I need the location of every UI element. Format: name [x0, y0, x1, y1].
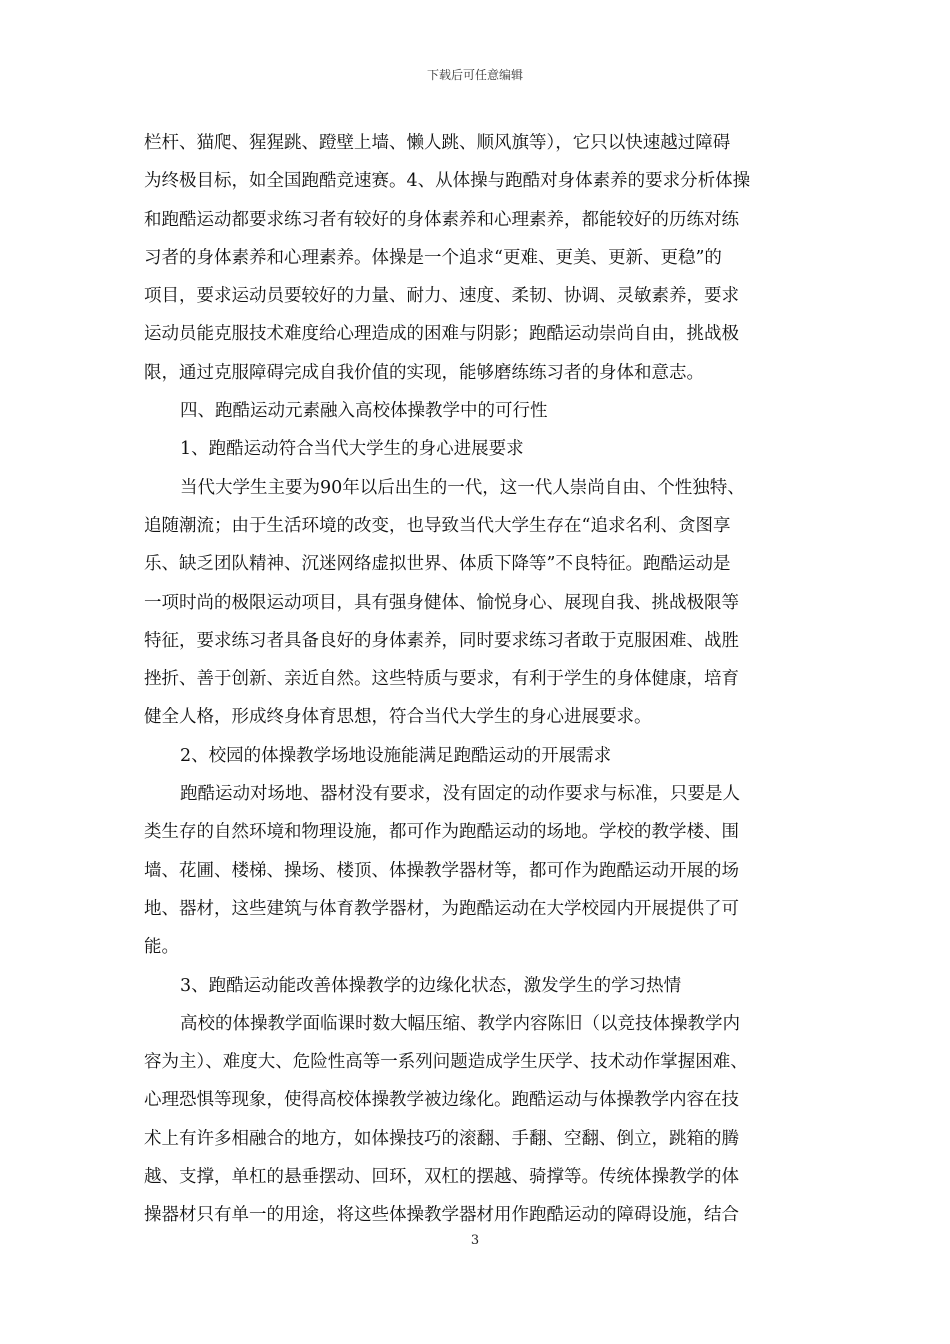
text-line: 运动员能克服技术难度给心理造成的困难与阴影；跑酷运动崇尚自由，挑战极 [144, 324, 739, 345]
text-line: 跑酷运动对场地、器材没有要求，没有固定的动作要求与标准，只要是人 [180, 784, 740, 805]
text-line: 1、跑酷运动符合当代大学生的身心进展要求 [180, 439, 524, 460]
text-line: 特征，要求练习者具备良好的身体素养，同时要求练习者敢于克服困难、战胜 [144, 630, 739, 651]
text-line: 墙、花圃、楼梯、操场、楼顶、体操教学器材等，都可作为跑酷运动开展的场 [144, 860, 739, 881]
text-line: 四、跑酷运动元素融入高校体操教学中的可行性 [180, 401, 548, 422]
text-line: 限，通过克服障碍完成自我价值的实现，能够磨练练习者的身体和意志。 [144, 362, 704, 383]
text-line: 为终极目标，如全国跑酷竞速赛。4、从体操与跑酷对身体素养的要求分析体操 [144, 171, 751, 192]
text-line: 能。 [144, 937, 179, 958]
text-line: 地、器材，这些建筑与体育教学器材，为跑酷运动在大学校园内开展提供了可 [144, 898, 739, 919]
text-line: 和跑酷运动都要求练习者有较好的身体素养和心理素养，都能较好的历练对练 [144, 209, 739, 230]
text-line: 类生存的自然环境和物理设施，都可作为跑酷运动的场地。学校的教学楼、围 [144, 822, 739, 843]
text-line: 健全人格，形成终身体育思想，符合当代大学生的身心进展要求。 [144, 707, 652, 728]
page-number: 3 [470, 1233, 480, 1248]
text-line: 心理恐惧等现象，使得高校体操教学被边缘化。跑酷运动与体操教学内容在技 [144, 1090, 739, 1111]
text-line: 术上有许多相融合的地方，如体操技巧的滚翻、手翻、空翻、倒立，跳箱的腾 [144, 1128, 739, 1149]
text-line: 追随潮流；由于生活环境的改变，也导致当代大学生存在“追求名利、贪图享 [144, 515, 731, 536]
text-line: 挫折、善于创新、亲近自然。这些特质与要求，有利于学生的身体健康，培育 [144, 669, 739, 690]
text-line: 2、校园的体操教学场地设施能满足跑酷运动的开展需求 [180, 745, 612, 766]
text-line: 容为主）、难度大、危险性高等一系列问题造成学生厌学、技术动作掌握困难、 [144, 1052, 748, 1073]
page-header-note: 下载后可任意编辑 [426, 68, 523, 82]
text-line: 项目，要求运动员要较好的力量、耐力、速度、柔韧、协调、灵敏素养，要求 [144, 286, 739, 307]
text-line: 越、支撑，单杠的悬垂摆动、回环，双杠的摆越、骑撑等。传统体操教学的体 [144, 1167, 739, 1188]
text-line: 高校的体操教学面临课时数大幅压缩、教学内容陈旧（以竞技体操教学内 [180, 1013, 740, 1034]
text-line: 操器材只有单一的用途，将这些体操教学器材用作跑酷运动的障碍设施，结合 [144, 1205, 739, 1226]
text-line: 3、跑酷运动能改善体操教学的边缘化状态，激发学生的学习热情 [180, 975, 682, 996]
text-line: 栏杆、猫爬、猩猩跳、蹬壁上墙、懒人跳、顺风旗等），它只以快速越过障碍 [144, 133, 731, 153]
text-line: 习者的身体素养和心理素养。体操是一个追求“更难、更美、更新、更稳”的 [144, 247, 722, 268]
text-line: 一项时尚的极限运动项目，具有强身健体、愉悦身心、展现自我、挑战极限等 [144, 592, 739, 613]
text-line: 乐、缺乏团队精神、沉迷网络虚拟世界、体质下降等”不良特征。跑酷运动是 [144, 554, 731, 575]
text-line: 当代大学生主要为90年以后出生的一代，这一代人崇尚自由、个性独特、 [180, 477, 745, 498]
document-body [144, 124, 806, 1235]
